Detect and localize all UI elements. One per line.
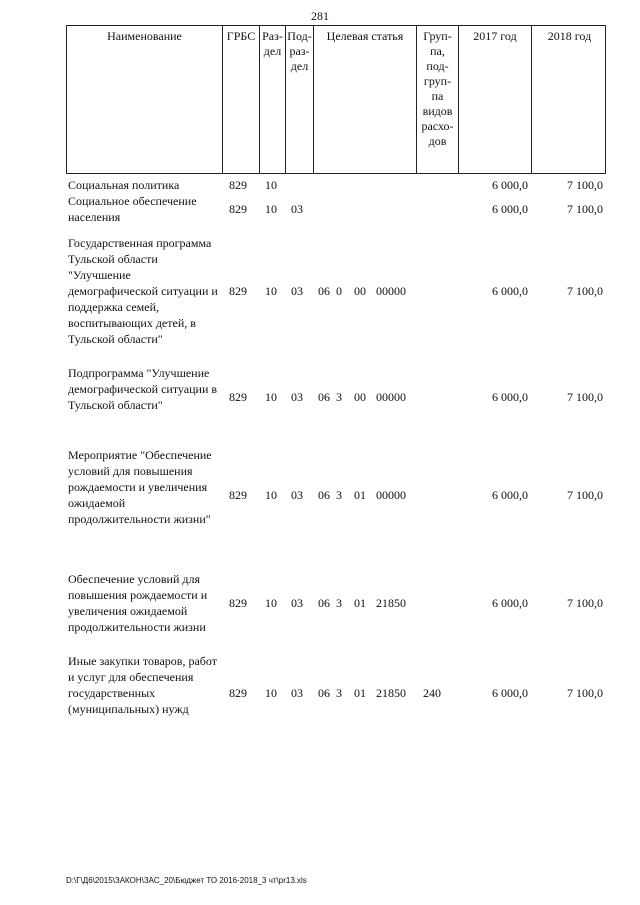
row-name: Обеспечение условий для повышения рождаемости и увеличения ожидаемой продолжительности жизни (68, 572, 208, 634)
row-2017: 6 000,0 (492, 686, 528, 700)
row-podrazdel: 03 (291, 390, 303, 404)
row-target-program: 06 (318, 488, 330, 502)
row-2018: 7 100,0 (567, 284, 603, 298)
row-name: Социальное обеспечение населения (68, 194, 197, 224)
row-2018: 7 100,0 (567, 178, 603, 192)
header-2017: 2017 год (458, 26, 531, 173)
row-target-direction: 00000 (376, 488, 406, 502)
row-target-program: 06 (318, 596, 330, 610)
header-grbs: ГРБС (222, 26, 259, 173)
row-grbs: 829 (229, 390, 247, 404)
header-name: Наименование (107, 29, 182, 43)
row-razdel: 10 (265, 284, 277, 298)
row-group: 240 (423, 686, 441, 700)
row-grbs: 829 (229, 596, 247, 610)
row-2018: 7 100,0 (567, 488, 603, 502)
row-2017: 6 000,0 (492, 390, 528, 404)
row-podrazdel: 03 (291, 284, 303, 298)
header-razdel: Раз- дел (259, 26, 285, 173)
row-target-event: 01 (354, 488, 366, 502)
header-podrazdel: Под- раз- дел (285, 26, 313, 173)
row-podrazdel: 03 (291, 488, 303, 502)
row-target-event: 00 (354, 390, 366, 404)
table-header (66, 25, 606, 174)
row-2017: 6 000,0 (492, 178, 528, 192)
row-target-subprogram: 3 (336, 596, 342, 610)
row-target-program: 06 (318, 686, 330, 700)
row-2017: 6 000,0 (492, 284, 528, 298)
row-target-program: 06 (318, 284, 330, 298)
row-grbs: 829 (229, 284, 247, 298)
row-razdel: 10 (265, 686, 277, 700)
row-target-subprogram: 3 (336, 488, 342, 502)
row-2017: 6 000,0 (492, 596, 528, 610)
page-number: 281 (311, 9, 329, 23)
row-grbs: 829 (229, 686, 247, 700)
row-grbs: 829 (229, 178, 247, 192)
row-name: Мероприятие "Обеспечение условий для повышения рождаемости и увеличения ожидаемой продолжительности жизни" (68, 448, 212, 526)
row-razdel: 10 (265, 596, 277, 610)
row-podrazdel: 03 (291, 686, 303, 700)
row-target-subprogram: 0 (336, 284, 342, 298)
footer-file-path: D:\Г\Д6\2015\ЗАКОН\ЗАС_20\Бюджет ТО 2016-2018_3 чт\pr13.xls (66, 876, 307, 885)
row-razdel: 10 (265, 390, 277, 404)
row-target-direction: 21850 (376, 596, 406, 610)
row-target-subprogram: 3 (336, 686, 342, 700)
row-2018: 7 100,0 (567, 596, 603, 610)
row-2017: 6 000,0 (492, 488, 528, 502)
header-group: Груп- па, под- груп- па видов расхо- дов (416, 26, 458, 173)
row-2017: 6 000,0 (492, 202, 528, 216)
row-name: Государственная программа Тульской области "Улучшение демографической ситуации и поддержка семей, воспитывающих детей, в Тульской области" (68, 236, 218, 346)
row-target-event: 01 (354, 686, 366, 700)
row-name: Подпрограмма "Улучшение демографической ситуации в Тульской области" (68, 366, 218, 412)
row-2018: 7 100,0 (567, 390, 603, 404)
row-razdel: 10 (265, 202, 277, 216)
row-podrazdel: 03 (291, 596, 303, 610)
row-target-direction: 21850 (376, 686, 406, 700)
row-2018: 7 100,0 (567, 202, 603, 216)
row-target-event: 00 (354, 284, 366, 298)
row-target-subprogram: 3 (336, 390, 342, 404)
row-target-event: 01 (354, 596, 366, 610)
row-2018: 7 100,0 (567, 686, 603, 700)
header-target: Целевая статья (313, 26, 416, 173)
row-target-direction: 00000 (376, 284, 406, 298)
row-razdel: 10 (265, 488, 277, 502)
row-razdel: 10 (265, 178, 277, 192)
row-target-program: 06 (318, 390, 330, 404)
row-podrazdel: 03 (291, 202, 303, 216)
row-grbs: 829 (229, 202, 247, 216)
row-name: Социальная политика (68, 178, 180, 192)
row-grbs: 829 (229, 488, 247, 502)
header-2018: 2018 год (531, 26, 607, 173)
row-target-direction: 00000 (376, 390, 406, 404)
row-name: Иные закупки товаров, работ и услуг для обеспечения государственных (муниципальных) нужд (68, 654, 217, 716)
